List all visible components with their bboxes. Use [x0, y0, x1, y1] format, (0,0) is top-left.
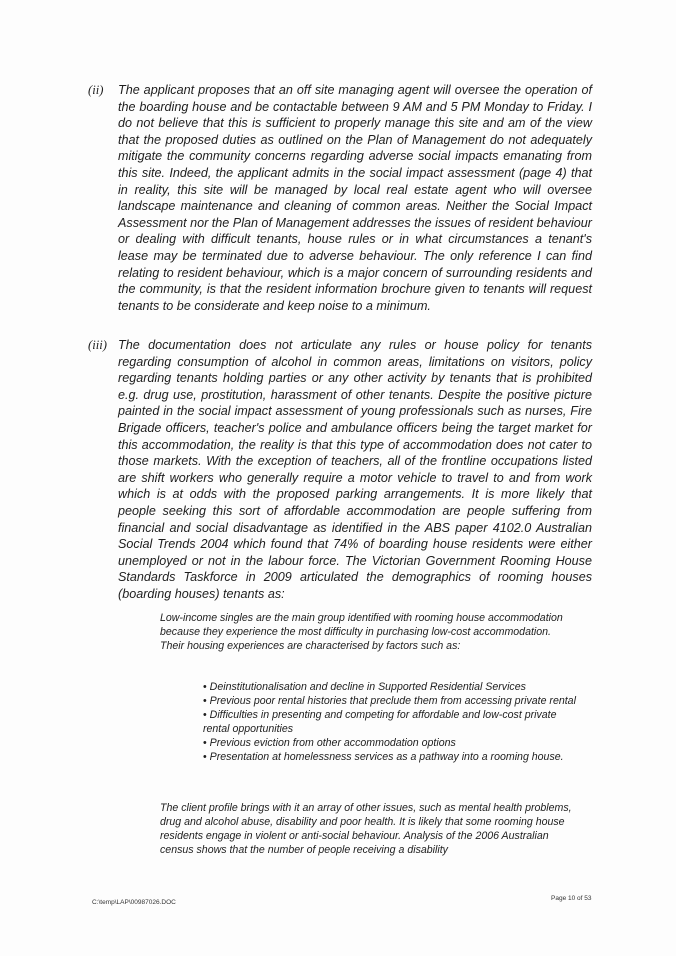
bullet-icon: • — [203, 709, 207, 721]
bullet-icon: • — [203, 751, 207, 763]
list-item: • Difficulties in presenting and competing for affordable and low-cost private rental opportunities — [203, 709, 557, 735]
block-quote-closing: The client profile brings with it an array of other issues, such as mental health problems, drug and alcohol abuse, disability and poor health. It is likely that some rooming house residents engage in violent or anti-social behaviour. Analysis of the 2006 Australian census shows that the number of people receiving a disability — [160, 802, 572, 856]
item-label: (iii) — [88, 338, 107, 352]
bullet-icon: • — [203, 695, 207, 707]
paragraph-item-ii — [88, 82, 592, 314]
list-item: • Previous poor rental histories that preclude them from accessing private rental — [203, 695, 576, 707]
footer-file-path: C:\temp\LAP\00987026.DOC — [92, 899, 176, 906]
item-body: The applicant proposes that an off site managing agent will oversee the operation of the boarding house and be contactable between 9 AM and 5 PM Monday to Friday. I do not believe that this is sufficient to properly manage this site and am of the view that the proposed duties as outlined on the Plan of Management do not adequately mitigate the community concerns regarding adverse social impacts emanating from this site. Indeed, the applicant admits in the social impact assessment (page 4) that in reality, this site will be managed by local real estate agent who will oversee landscape maintenance and cleaning of common areas. Neither the Social Impact Assessment nor the Plan of Management addresses the issues of resident behaviour or dealing with difficult tenants, house rules or in what circumstances a tenant's lease may be terminated due to adverse behaviour. The only reference I can find relating to resident behaviour, which is a major concern of surrounding residents and the community, is that the resident information brochure given to tenants will request tenants to be considerate and keep noise to a minimum. — [118, 83, 592, 313]
paragraph-item-iii — [88, 337, 592, 603]
block-quote-intro: Low-income singles are the main group identified with rooming house accommodation because they experience the most difficulty in purchasing low-cost accommodation. Their housing experiences are characterised by factors such as: — [160, 612, 563, 652]
list-item: • Presentation at homelessness services as a pathway into a rooming house. — [203, 751, 564, 763]
quote-bullet-list — [203, 680, 583, 764]
item-body: The documentation does not articulate any rules or house policy for tenants regarding consumption of alcohol in common areas, limitations on visitors, policy regarding tenants holding parties or any other activity by tenants that is prohibited e.g. drug use, prostitution, harassment of other tenants. Despite the positive picture painted in the social impact assessment of young professionals such as nurses, Fire Brigade officers, teacher's police and ambulance officers being the target market for this accommodation, the reality is that this type of accommodation does not cater to those markets. With the exception of teachers, all of the frontline occupations listed are shift workers who generally require a motor vehicle to travel to and from work which is at odds with the proposed parking arrangements. It is more likely that people seeking this sort of affordable accommodation are people suffering from financial and social disadvantage as identified in the ABS paper 4102.0 Australian Social Trends 2004 which found that 74% of boarding house residents were either unemployed or not in the labour force. The Victorian Government Rooming House Standards Taskforce in 2009 articulated the demographics of rooming houses (boarding houses) tenants as: — [118, 338, 592, 601]
item-label: (ii) — [88, 83, 104, 97]
list-item: • Previous eviction from other accommodation options — [203, 737, 456, 749]
footer-page-number: Page 10 of 53 — [551, 895, 592, 902]
bullet-icon: • — [203, 681, 207, 693]
list-item: • Deinstitutionalisation and decline in Supported Residential Services — [203, 681, 526, 693]
bullet-icon: • — [203, 737, 207, 749]
